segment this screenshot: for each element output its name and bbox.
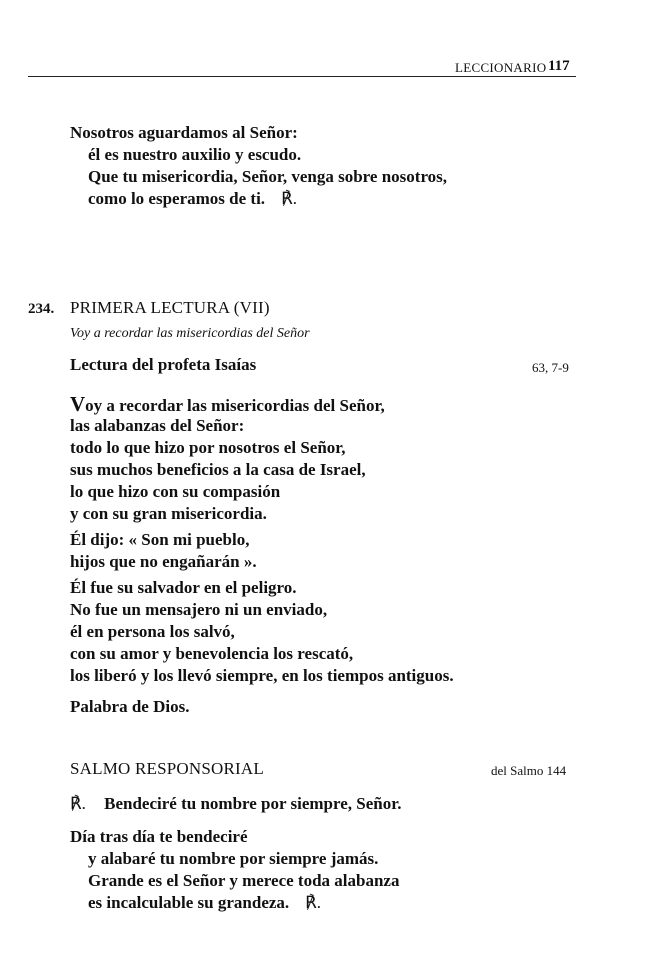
reading-stanza-3 <box>70 577 454 687</box>
response-text: Bendeciré tu nombre por siempre, Señor. <box>104 794 402 813</box>
verse-line: con su amor y benevolencia los rescató, <box>70 644 354 663</box>
verse-line: él es nuestro auxilio y escudo. <box>88 145 302 164</box>
reading-title: Lectura del profeta Isaías <box>70 355 257 374</box>
reading-stanza-1 <box>70 393 385 525</box>
response-mark: ℟. <box>305 893 322 912</box>
verse-line: lo que hizo con su compasión <box>70 482 281 501</box>
page-number: 117 <box>548 58 570 74</box>
verse-line: y alabaré tu nombre por siempre jamás. <box>88 849 379 868</box>
reading-number: 234. <box>28 301 55 317</box>
psalm-response <box>70 793 401 815</box>
verse-line: sus muchos beneficios a la casa de Israel, <box>70 460 366 479</box>
reading-subtitle: Voy a recordar las misericordias del Señor <box>70 326 310 341</box>
verse-line: Él fue su salvador en el peligro. <box>70 578 297 597</box>
verse-line: hijos que no engañarán ». <box>70 552 257 571</box>
verse-line: y con su gran misericordia. <box>70 504 267 523</box>
verse-line: No fue un mensajero ni un enviado, <box>70 600 328 619</box>
reading-citation: 63, 7-9 <box>532 360 569 375</box>
verse-line: Él dijo: « Son mi pueblo, <box>70 530 250 549</box>
closing-acclamation: Palabra de Dios. <box>70 697 190 716</box>
verse-line: Que tu misericordia, Señor, venga sobre nosotros, <box>88 167 448 186</box>
running-title: LECCIONARIO <box>455 60 547 75</box>
verse-line: Grande es el Señor y merece toda alabanza <box>88 871 400 890</box>
verse-line: Día tras día te bendeciré <box>70 827 248 846</box>
reading-heading: PRIMERA LECTURA (VII) <box>70 298 270 317</box>
verse-line: los liberó y los llevó siempre, en los tiempos antiguos. <box>70 666 454 685</box>
psalm-citation: del Salmo 144 <box>491 763 567 778</box>
verse-line <box>70 393 385 415</box>
verse-text: es incalculable su grandeza. <box>88 893 290 912</box>
drop-cap: V <box>70 392 86 416</box>
top-stanza <box>70 122 447 210</box>
response-mark: ℟. <box>281 189 297 208</box>
verse-text: como lo esperamos de ti. <box>88 189 266 208</box>
psalm-heading: SALMO RESPONSORIAL <box>70 759 264 778</box>
verse-line: todo lo que hizo por nosotros el Señor, <box>70 438 346 457</box>
verse-text: oy a recordar las misericordias del Señor, <box>85 396 385 415</box>
reading-stanza-2 <box>70 529 257 573</box>
response-mark: ℟. <box>70 794 86 813</box>
verse-line: Nosotros aguardamos al Señor: <box>70 123 298 142</box>
verse-line: él en persona los salvó, <box>70 622 235 641</box>
psalm-stanza <box>70 826 399 914</box>
header-rule <box>28 76 576 77</box>
verse-line <box>70 188 447 210</box>
verse-line: las alabanzas del Señor: <box>70 416 245 435</box>
verse-line <box>70 892 399 914</box>
